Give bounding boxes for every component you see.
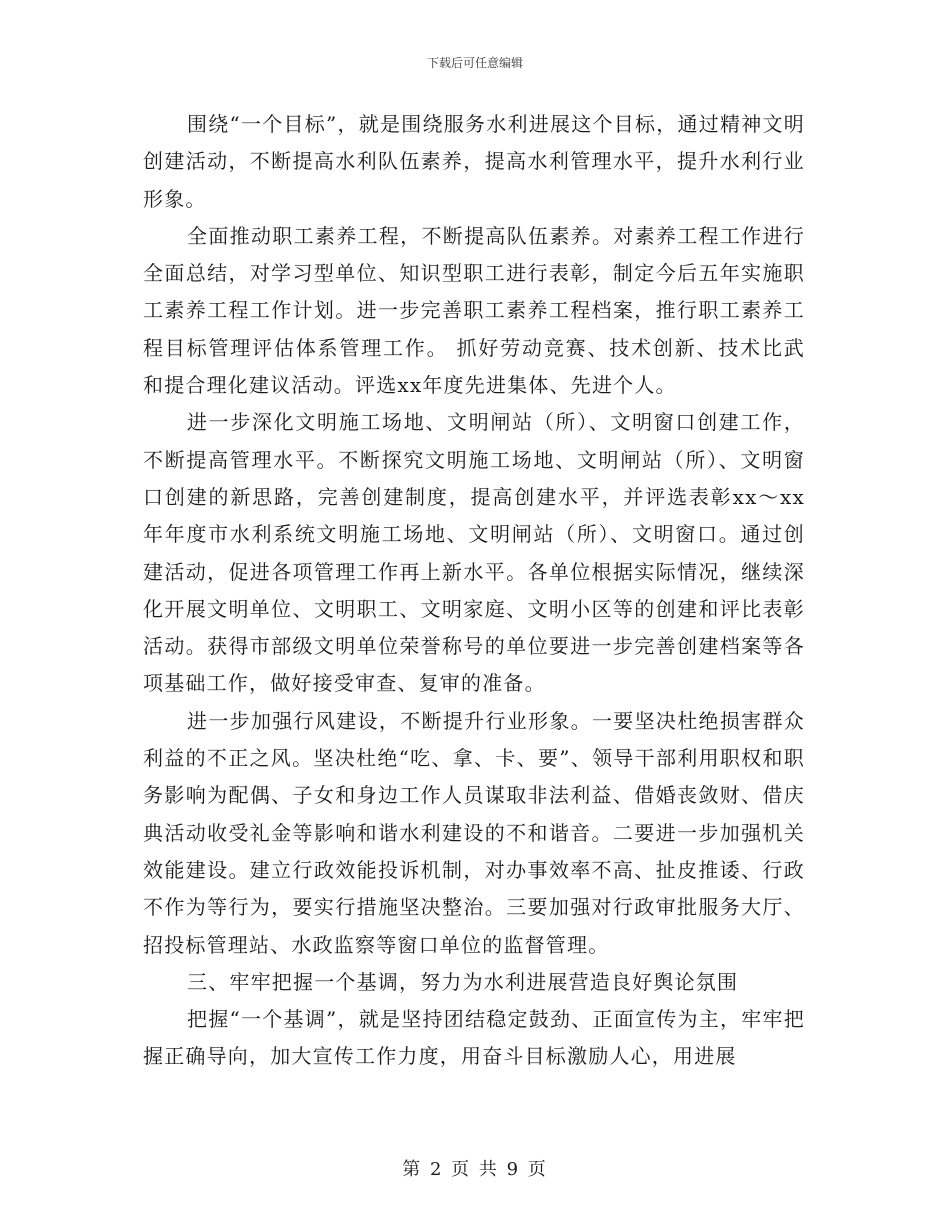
- paragraph-civilization-creation: 进一步深化文明施工场地、文明闸站（所）、文明窗口创建工作，不断提高管理水平。不断探究文明施工场地、文明闸站（所）、文明窗口创建的新思路，完善创建制度，提高创建水平，并评选表彰xx～xx年年度市水利系统文明施工场地、文明闸站（所）、文明窗口。通过创建活动，促进各项管理工作再上新水平。各单位根据实际情况，继续深化开展文明单位、文明职工、文明家庭、文明小区等的创建和评比表彰活动。获得市部级文明单位荣誉称号的单位要进一步完善创建档案等各项基础工作，做好接受审查、复审的准备。: [143, 410, 805, 696]
- page-header: 下载后可任意编辑: [426, 56, 523, 70]
- paragraph-conduct: 进一步加强行风建设，不断提升行业形象。一要坚决杜绝损害群众利益的不正之风。坚决杜绝“吃、拿、卡、要”、领导干部利用职权和职务影响为配偶、子女和身边工作人员谋取非法利益、借婚丧敛财、借庆典活动收受礼金等影响和谐水利建设的不和谐音。二要进一步加强机关效能建设。建立行政效能投诉机制，对办事效率不高、扯皮推诿、行政不作为等行为，要实行措施坚决整治。三要加强对行政审批服务大厅、招投标管理站、水政监察等窗口单位的监督管理。: [143, 708, 805, 957]
- paragraph-keynote: 把握“一个基调”，就是坚持团结稳定鼓劲、正面宣传为主，牢牢把握正确导向，加大宣传工作力度，用奋斗目标激励人心，用进展: [143, 1007, 805, 1069]
- section-heading-keynote: 三、牢牢把握一个基调，努力为水利进展营造良好舆论氛围: [187, 969, 739, 994]
- page-number: 第 2 页 共 9 页: [402, 1159, 548, 1180]
- paragraph-goal: 围绕“一个目标”，就是围绕服务水利进展这个目标，通过精神文明创建活动，不断提高水利队伍素养，提高水利管理水平，提升水利行业形象。: [143, 112, 805, 211]
- document-body: [143, 106, 805, 1076]
- paragraph-staff-quality: 全面推动职工素养工程，不断提高队伍素养。对素养工程工作进行全面总结，对学习型单位、知识型职工进行表彰，制定今后五年实施职工素养工程工作计划。进一步完善职工素养工程档案，推行职工素养工程目标管理评估体系管理工作。 抓好劳动竞赛、技术创新、技术比武和提合理化建议活动。评选xx年度先进集体、先进个人。: [143, 223, 805, 398]
